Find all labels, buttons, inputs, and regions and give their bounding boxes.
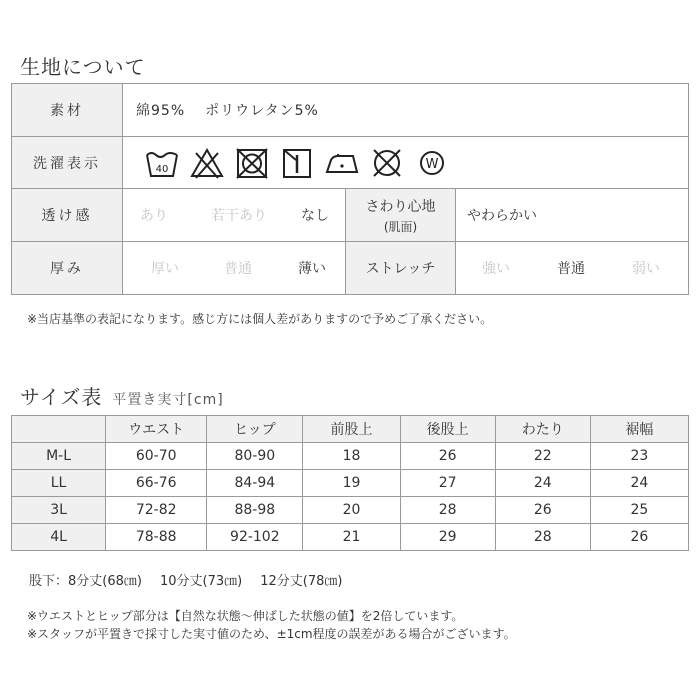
table-cell: 26: [590, 524, 688, 551]
size-table-header: [12, 416, 689, 443]
iron-low-icon: [324, 145, 360, 181]
table-row: [12, 470, 689, 497]
size-subtitle: 平置き実寸[cm]: [112, 392, 224, 408]
line-dry-shade-icon: [279, 145, 315, 181]
stretch-label-text: ストレッチ: [365, 261, 436, 277]
table-cell: 72-82: [106, 497, 207, 524]
material-value-polyurethane: ポリウレタン5%: [205, 103, 319, 119]
thickness-label: 厚み: [12, 242, 123, 294]
table-cell: 20: [303, 497, 400, 524]
table-cell: 88-98: [207, 497, 303, 524]
care-row: [12, 137, 688, 189]
size-header-corner: [12, 416, 106, 443]
table-cell: 26: [400, 443, 495, 470]
size-label: 3L: [12, 497, 106, 524]
size-label: 4L: [12, 524, 106, 551]
size-header-hem: 裾幅: [590, 416, 688, 443]
table-cell: 21: [303, 524, 400, 551]
table-cell: 66-76: [106, 470, 207, 497]
table-cell: 19: [303, 470, 400, 497]
material-row: [12, 84, 688, 137]
wash-40-icon: [144, 145, 180, 181]
table-cell: 60-70: [106, 443, 207, 470]
transparency-label: 透け感: [12, 189, 123, 241]
table-row: [12, 443, 689, 470]
table-cell: 28: [495, 524, 590, 551]
care-icons: [144, 145, 450, 181]
inseam-info: [29, 570, 360, 589]
thickness-option-thick: 厚い: [151, 261, 179, 277]
material-value: [136, 84, 319, 136]
no-tumble-dry-icon: [234, 145, 270, 181]
thickness-option-normal: 普通: [224, 261, 252, 277]
transparency-row: [12, 189, 688, 242]
table-cell: 84-94: [207, 470, 303, 497]
thickness-option-thin: 薄い: [298, 261, 326, 277]
size-note-2: ※スタッフが平置きで採寸した実寸値のため、±1cm程度の誤差がある場合がございます。: [27, 627, 516, 641]
size-title: サイズ表: [20, 385, 103, 409]
size-note-1: ※ウエストとヒップ部分は【自然な状態～伸ばした状態の値】を2倍しています。: [27, 609, 464, 623]
table-cell: 26: [495, 497, 590, 524]
feel-value: やわらかい: [467, 208, 537, 224]
no-dry-clean-icon: [369, 145, 405, 181]
transparency-option-slight: 若干あり: [211, 208, 267, 224]
transparency-option-yes: あり: [140, 208, 168, 224]
size-header-waist: ウエスト: [106, 416, 207, 443]
wet-clean-text: W: [425, 157, 439, 172]
size-label: M-L: [12, 443, 106, 470]
size-label: LL: [12, 470, 106, 497]
feel-label-main: さわり心地: [365, 198, 436, 215]
size-header-hip: ヒップ: [207, 416, 303, 443]
thickness-row: [12, 242, 688, 294]
material-value-cotton: 綿95%: [136, 103, 186, 119]
wet-clean-icon: [414, 145, 450, 181]
table-cell: 22: [495, 443, 590, 470]
inseam-10: 10分丈(73㎝): [159, 574, 243, 589]
feel-label-sub: (肌面): [383, 219, 418, 234]
fabric-section-title: 生地について: [20, 55, 146, 79]
table-cell: 78-88: [106, 524, 207, 551]
table-cell: 27: [400, 470, 495, 497]
fabric-table: [11, 83, 689, 295]
stretch-option-strong: 強い: [482, 261, 510, 277]
table-cell: 92-102: [207, 524, 303, 551]
table-cell: 24: [495, 470, 590, 497]
table-cell: 23: [590, 443, 688, 470]
size-notes: [27, 607, 516, 643]
table-cell: 28: [400, 497, 495, 524]
stretch-label: [345, 242, 456, 294]
table-cell: 29: [400, 524, 495, 551]
table-cell: 24: [590, 470, 688, 497]
no-bleach-icon: [189, 145, 225, 181]
material-label: 素材: [12, 84, 123, 136]
feel-label: [345, 189, 456, 241]
size-header-front-rise: 前股上: [303, 416, 400, 443]
table-row: [12, 524, 689, 551]
table-row: [12, 497, 689, 524]
size-header-thigh: わたり: [495, 416, 590, 443]
table-cell: 25: [590, 497, 688, 524]
size-header-back-rise: 後股上: [400, 416, 495, 443]
stretch-option-normal: 普通: [557, 261, 585, 277]
size-table: [11, 415, 689, 551]
fabric-note: ※当店基準の表記になります。感じ方には個人差がありますので予めご了承ください。: [27, 312, 493, 326]
wash-temp-text: 40: [155, 164, 169, 175]
table-cell: 80-90: [207, 443, 303, 470]
table-cell: 18: [303, 443, 400, 470]
stretch-option-weak: 弱い: [632, 261, 660, 277]
transparency-option-none: なし: [301, 208, 329, 224]
size-section-title: [20, 381, 224, 410]
care-label: 洗濯表示: [12, 137, 123, 188]
inseam-12: 12分丈(78㎝): [260, 574, 343, 589]
inseam-8: 股下：8分丈(68㎝): [29, 574, 142, 589]
